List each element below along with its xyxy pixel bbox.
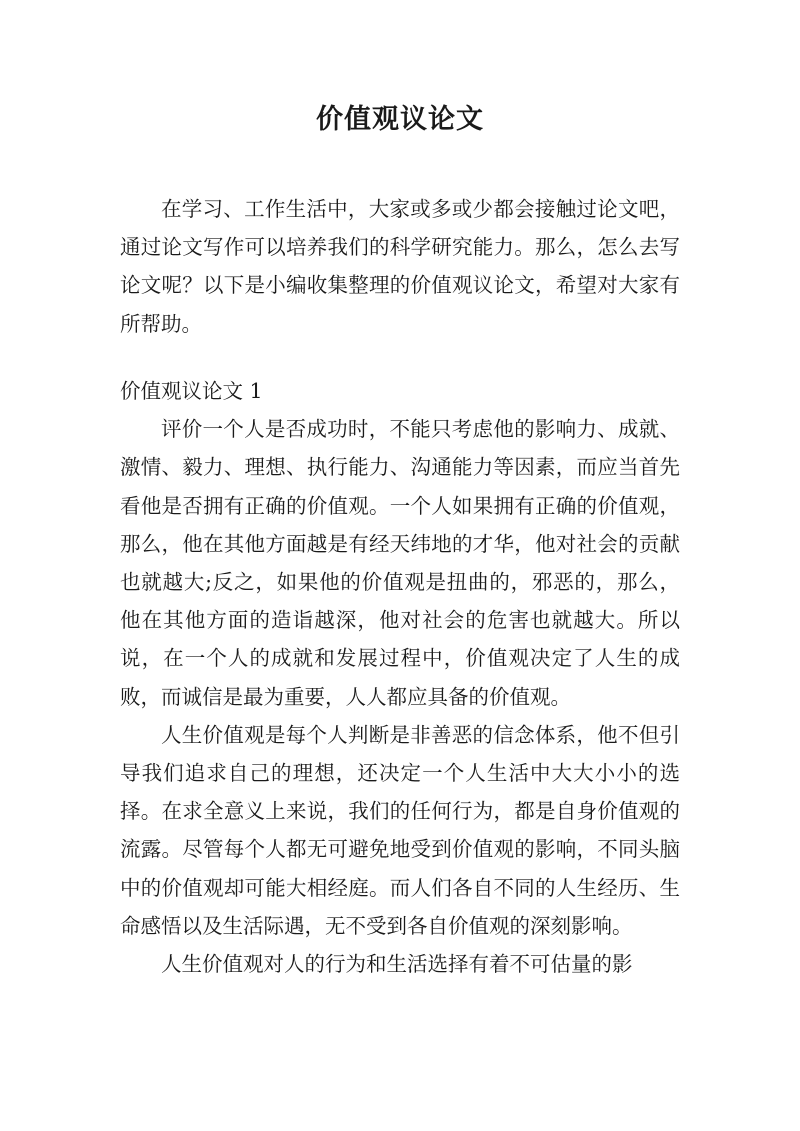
intro-block (120, 190, 680, 343)
body-paragraph-2: 人生价值观是每个人判断是非善恶的信念体系，他不但引导我们追求自己的理想，还决定一个人生活中大大小小的选择。在求全意义上来说，我们的任何行为，都是自身价值观的流露。尽管每个人都无可避免地受到价值观的影响，不同头脑中的价值观却可能大相经庭。而人们各自不同的人生经历、生命感悟以及生活际遇，无不受到各自价值观的深刻影响。 (120, 722, 680, 938)
section-heading: 价值观议论文 1 (120, 379, 263, 403)
document-title: 价值观议论文 (316, 104, 484, 135)
essay-section (120, 372, 680, 983)
intro-paragraph: 在学习、工作生活中，大家或多或少都会接触过论文吧，通过论文写作可以培养我们的科学研究能力。那么，怎么去写论文呢？以下是小编收集整理的价值观议论文，希望对大家有所帮助。 (120, 197, 680, 336)
body-paragraph-3: 人生价值观对人的行为和生活选择有着不可估量的影 (161, 952, 633, 977)
body-paragraph-1: 评价一个人是否成功时，不能只考虑他的影响力、成就、激情、毅力、理想、执行能力、沟通能力等因素，而应当首先看他是否拥有正确的价值观。一个人如果拥有正确的价值观，那么，他在其他方面越是有经天纬地的才华，他对社会的贡献也就越大;反之，如果他的价值观是扭曲的，邪恶的，那么，他在其他方面的造诣越深，他对社会的危害也就越大。所以说，在一个人的成就和发展过程中，价值观决定了人生的成败，而诚信是最为重要，人人都应具备的价值观。 (120, 417, 680, 709)
